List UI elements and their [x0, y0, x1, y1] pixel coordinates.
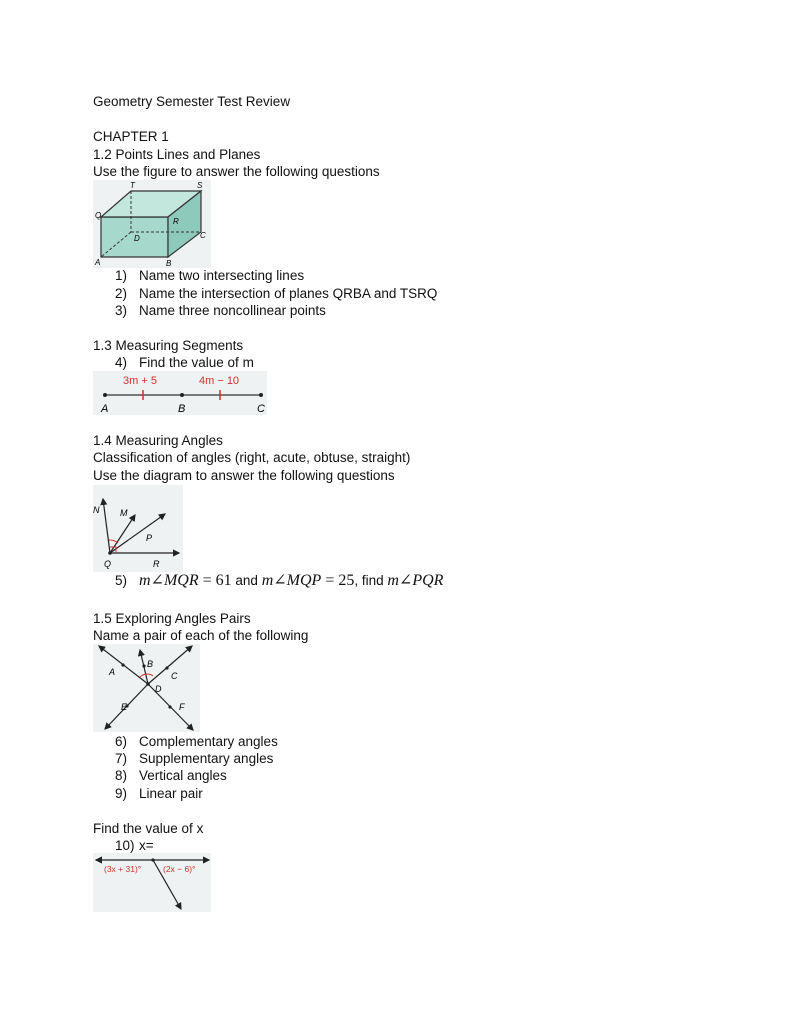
- label-A: A: [95, 258, 101, 267]
- prism-figure: [93, 180, 211, 268]
- question-7: 7) Supplementary angles: [115, 751, 274, 766]
- label-C: C: [200, 231, 206, 240]
- question-1: 1) Name two intersecting lines: [115, 268, 305, 283]
- question-8: 8) Vertical angles: [115, 768, 227, 783]
- line-label-E: E: [121, 702, 128, 712]
- classification-text: Classification of angles (right, acute, obtuse, straight): [93, 450, 411, 465]
- angle-pairs-figure: [93, 644, 200, 732]
- point-B: B: [178, 403, 186, 415]
- section-instruction-1-2: Use the figure to answer the following questions: [93, 164, 380, 179]
- segment-label-2: 4m − 10: [199, 375, 240, 387]
- ray-label-R: R: [153, 559, 160, 569]
- question-4: 4) Find the value of m: [115, 355, 254, 370]
- ray-label-Q: Q: [104, 559, 112, 569]
- linear-pair-figure: [93, 853, 211, 912]
- question-10: 10) x=: [115, 838, 154, 853]
- angle-label-1: (3x + 31)°: [104, 864, 142, 874]
- section-heading-1-4: 1.4 Measuring Angles: [93, 433, 223, 448]
- line-label-D: D: [155, 684, 162, 694]
- question-2: 2) Name the intersection of planes QRBA and TSRQ: [115, 286, 438, 301]
- label-Q: Q: [95, 211, 102, 220]
- find-x-heading: Find the value of x: [93, 821, 204, 836]
- question-3: 3) Name three noncollinear points: [115, 303, 326, 318]
- point-A: A: [101, 403, 109, 415]
- segment-figure: [93, 371, 267, 415]
- label-S: S: [197, 181, 203, 190]
- ray-label-N: N: [93, 505, 100, 515]
- page-title: Geometry Semester Test Review: [93, 94, 291, 109]
- label-R: R: [173, 217, 179, 226]
- label-D: D: [134, 234, 140, 243]
- section-instruction-1-5: Name a pair of each of the following: [93, 628, 309, 643]
- line-label-F: F: [179, 702, 185, 712]
- section-heading-1-5: 1.5 Exploring Angles Pairs: [93, 611, 251, 626]
- label-T: T: [130, 181, 135, 190]
- section-instruction-1-4: Use the diagram to answer the following questions: [93, 468, 395, 483]
- label-B: B: [166, 259, 172, 268]
- segment-label-1: 3m + 5: [123, 375, 157, 387]
- angle-figure: [93, 485, 183, 572]
- ray-label-P: P: [146, 533, 153, 543]
- line-label-A: A: [109, 667, 116, 677]
- angle-label-2: (2x − 6)°: [163, 864, 196, 874]
- question-5: 5) m∠MQR = 61 and m∠MQP = 25, find m∠PQR: [115, 572, 444, 589]
- section-heading-1-3: 1.3 Measuring Segments: [93, 338, 244, 353]
- ray-label-M: M: [120, 508, 128, 518]
- section-heading-1-2: 1.2 Points Lines and Planes: [93, 147, 261, 162]
- line-label-B: B: [147, 659, 154, 669]
- point-C: C: [257, 403, 265, 415]
- chapter-heading: CHAPTER 1: [93, 129, 169, 144]
- line-label-C: C: [171, 671, 178, 681]
- question-9: 9) Linear pair: [115, 786, 203, 801]
- question-6: 6) Complementary angles: [115, 734, 278, 749]
